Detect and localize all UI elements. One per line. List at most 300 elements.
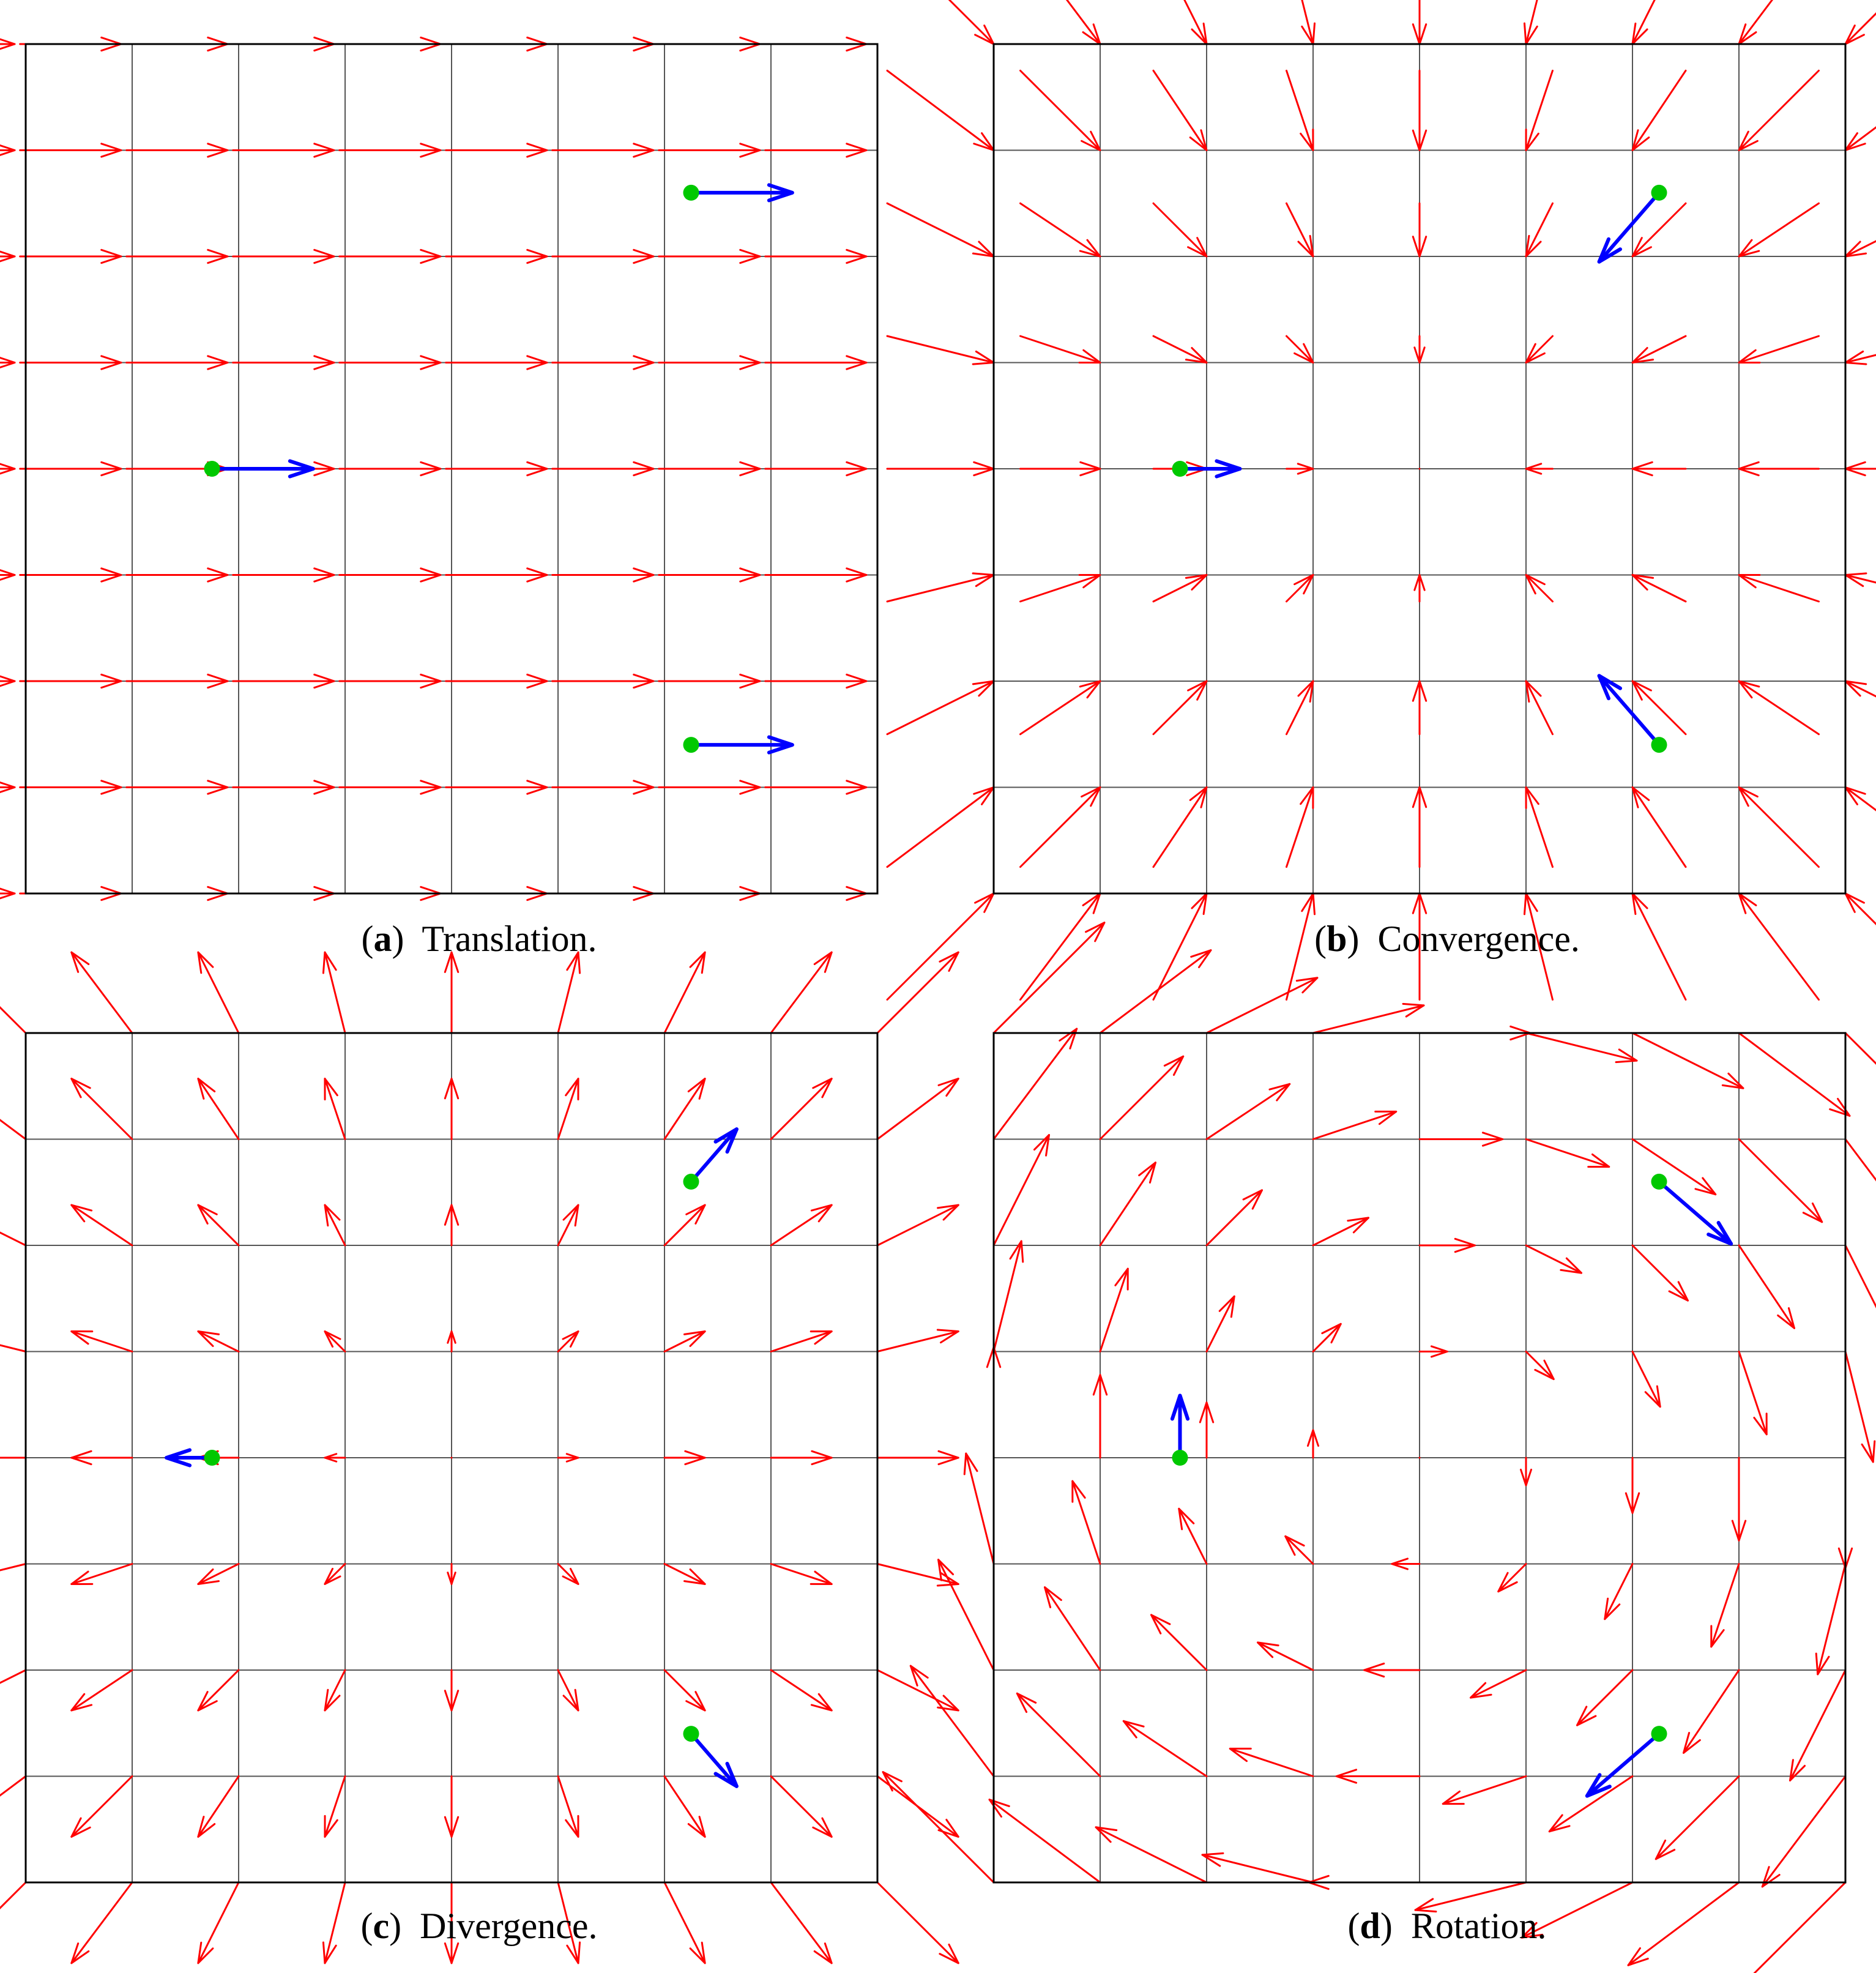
field-arrow [198,1205,239,1245]
field-arrow-shaft [1739,203,1819,256]
field-arrow-shaft [1739,575,1819,602]
field-arrow [1100,950,1211,1033]
field-arrow-head [1471,1683,1492,1698]
field-arrow [340,569,441,581]
field-arrow [1739,575,1819,602]
field-arrow-shaft [1845,1033,1876,1143]
field-arrow [765,674,866,687]
panel-c [0,952,958,1963]
field-arrow [939,1560,994,1670]
field-arrow [659,674,760,687]
field-arrow [1739,1033,1850,1116]
field-arrow-shaft [1632,1352,1660,1407]
field-arrow-shaft [1100,1163,1155,1245]
field-arrow-shaft [198,1079,239,1139]
field-arrow-head [1219,1296,1234,1317]
field-arrow [765,569,866,581]
sample-point [1172,461,1188,477]
field-arrow-shaft [1021,788,1101,867]
field-arrow [964,1453,994,1564]
field-arrow [1549,1777,1632,1832]
field-arrow-head [325,1205,340,1226]
field-arrow-shaft [883,1772,994,1882]
field-arrow [1790,1670,1845,1780]
field-arrow-shaft [198,952,239,1033]
field-arrow-shaft [0,1777,26,1837]
field-arrow [1626,1458,1639,1513]
field-arrow-head [688,1079,705,1099]
field-arrow-head [198,1817,215,1837]
field-arrow-shaft [877,1079,958,1139]
field-arrow [553,674,653,687]
field-arrow-head [811,1694,832,1710]
field-arrow [1207,1296,1234,1351]
field-arrow-shaft [1739,70,1819,150]
field-arrow [1732,1458,1745,1540]
field-arrow [1415,336,1424,362]
field-arrow-shaft [887,70,994,150]
field-arrow [72,1777,132,1837]
field-arrow-shaft [1684,1670,1739,1753]
field-arrow-shaft [0,1882,26,1963]
field-arrow [340,462,441,475]
field-arrow [1021,70,1101,150]
sample-point [1651,1726,1667,1742]
field-arrow-shaft [198,1205,239,1245]
field-arrow [765,144,866,157]
field-arrow [0,1777,26,1837]
field-arrow-shaft [1739,788,1819,867]
field-arrow [72,1670,132,1710]
field-arrow-head [1845,242,1866,256]
field-arrow [883,1772,994,1882]
field-arrow [198,1564,239,1584]
field-arrow-shaft [1207,1296,1234,1351]
field-arrow [1308,1430,1318,1458]
field-arrow [198,1670,239,1710]
field-arrow [1632,1139,1716,1195]
field-arrow [1413,70,1426,150]
field-arrow-shaft [1845,788,1876,867]
field-arrow [765,462,866,475]
field-arrow-shaft [939,1560,994,1670]
field-arrow [1021,336,1101,362]
field-arrow [1845,462,1876,475]
field-arrow [1605,1564,1632,1619]
field-arrow [771,1451,832,1464]
field-arrow-shaft [877,952,958,1033]
field-arrow-shaft [1179,1509,1207,1564]
field-arrow-shaft [1711,1564,1739,1647]
field-arrow-shaft [1739,0,1819,44]
sample-arrow-shaft [1599,676,1659,745]
field-arrow-shaft [664,952,705,1033]
field-arrow-shaft [771,1777,832,1837]
field-arrow-head [938,1696,959,1710]
field-arrow [1845,336,1876,364]
field-arrow-head [1192,893,1207,914]
field-arrow [659,250,760,263]
field-arrow [771,1332,832,1352]
field-arrow-shaft [664,1205,705,1245]
sample-arrow [212,461,313,476]
field-arrow [887,681,994,734]
field-arrow [446,462,547,475]
field-arrow [664,1079,705,1139]
field-arrow [765,250,866,263]
field-arrow [1153,0,1207,44]
field-arrow [1656,1777,1739,1859]
field-arrow [1845,1033,1876,1143]
field-arrow-shaft [1605,1564,1632,1619]
field-arrow-shaft [1443,1777,1526,1804]
field-arrow [127,569,228,581]
field-arrow [887,573,994,602]
field-arrow [664,1777,705,1837]
field-arrow [1392,1559,1420,1569]
field-arrow [325,1079,345,1139]
field-arrow-shaft [1100,1056,1183,1139]
field-arrow [1045,1587,1100,1670]
caption-c: (c) Divergence. [360,1906,598,1946]
field-arrow [233,569,334,581]
field-arrow [994,1029,1077,1139]
field-arrow [445,1205,458,1245]
sample-arrow [691,1129,737,1182]
field-arrow [233,356,334,369]
field-arrow [1413,681,1426,734]
sample-arrow [691,185,792,200]
field-arrow [1443,1777,1526,1804]
field-arrow-shaft [325,1564,345,1584]
field-arrow-shaft [877,1332,958,1352]
field-arrow-shaft [1526,1245,1581,1273]
field-arrow [1413,203,1426,256]
field-arrow-head [1845,681,1866,696]
field-arrow [1123,1721,1207,1776]
field-arrow [1845,0,1876,44]
field-arrow [325,1205,345,1245]
field-arrow [1364,1663,1420,1676]
field-arrow [910,1666,994,1776]
field-arrow-shaft [558,952,578,1033]
field-arrow [127,144,228,157]
field-arrow-shaft [1845,1352,1873,1462]
field-arrow [448,1564,455,1584]
field-arrow [1413,0,1426,44]
field-arrow [1845,573,1876,602]
field-arrow [771,1205,832,1245]
field-arrow [1153,788,1207,867]
field-arrow-shaft [771,1332,832,1352]
field-arrow [1526,70,1553,150]
field-arrow-shaft [1656,1777,1739,1859]
field-arrow-head [1080,240,1100,256]
field-arrow [558,1777,578,1837]
field-arrow-shaft [989,1800,1100,1882]
field-arrow-shaft [1632,0,1686,44]
field-arrow-head [1123,1721,1144,1737]
field-arrow-head [198,1569,219,1584]
field-arrow-shaft [0,1564,26,1584]
field-arrow-shaft [1073,1481,1100,1564]
sample-arrow [691,1734,737,1786]
sample-point [683,737,699,753]
field-arrow [553,144,653,157]
field-arrow [1632,1352,1660,1407]
field-arrow-shaft [1845,203,1876,256]
field-arrow [0,462,15,475]
field-arrow-shaft [1287,336,1314,362]
field-arrow-shaft [1287,788,1314,867]
field-arrow [0,781,15,794]
field-arrow [659,144,760,157]
field-arrow [664,952,705,1033]
field-arrow-head [1632,348,1653,363]
field-arrow-head [1297,978,1317,993]
field-arrow-head [811,1205,832,1221]
field-arrow-shaft [1021,0,1101,44]
field-arrow [1526,203,1553,256]
field-arrow [1845,1139,1876,1250]
field-arrow [1093,1375,1106,1458]
field-arrow-shaft [558,1777,578,1837]
field-arrow [771,952,832,1033]
field-arrow [994,1241,1023,1351]
field-arrow [1420,1133,1503,1146]
field-arrow [1632,462,1686,475]
field-arrow [765,781,866,794]
sample-arrow-shaft [1587,1734,1659,1796]
field-arrow [1021,0,1101,44]
field-arrow-shaft [771,1564,832,1584]
field-arrow [0,356,15,369]
field-arrow-shaft [1632,1139,1716,1195]
field-arrow-shaft [198,1670,239,1710]
field-arrow [659,462,760,475]
field-arrow [1739,70,1819,150]
field-arrow [1287,70,1314,150]
field-arrow [1526,1139,1609,1167]
field-arrow-shaft [1287,203,1314,256]
field-arrow-shaft [72,1332,132,1352]
field-arrow-shaft [1207,1190,1262,1245]
field-arrow [445,952,458,1033]
field-arrow-shaft [1021,70,1101,150]
field-arrow [1200,1403,1213,1458]
field-arrow [1153,681,1207,734]
field-arrow-shaft [1526,1352,1554,1379]
field-arrow [877,1205,958,1245]
field-arrow [771,1777,832,1837]
field-arrow [233,781,334,794]
field-arrow [1230,1748,1313,1776]
samples-d [1172,1174,1732,1796]
field-arrow-shaft [1123,1721,1207,1776]
field-arrow [1021,462,1101,475]
field-arrow [1526,1352,1554,1379]
field-arrow [446,144,547,157]
field-arrow [659,356,760,369]
field-arrow-shaft [1313,1218,1368,1245]
field-arrow-shaft [1845,0,1876,44]
field-arrow [664,1670,705,1710]
sample-point [683,1726,699,1742]
field-arrow-head [1605,1598,1620,1619]
field-arrow-shaft [1153,70,1207,150]
field-arrow [558,1564,578,1584]
field-arrow-shaft [887,336,994,362]
field-arrow-shaft [1739,1139,1822,1222]
field-arrow [1287,336,1314,362]
field-arrow-shaft [994,1029,1077,1139]
field-arrow [1153,203,1207,256]
field-arrow [877,1451,958,1464]
field-arrow [1632,70,1686,150]
field-arrow [1739,1139,1822,1222]
field-arrow [1471,1670,1526,1698]
field-arrow [1313,1004,1424,1033]
field-arrow-shaft [1526,336,1553,362]
field-arrow-shaft [1471,1670,1526,1698]
field-arrow-head [1186,348,1207,363]
field-arrow-shaft [994,1135,1049,1245]
field-arrow-shaft [1258,1643,1313,1670]
field-arrow [340,781,441,794]
field-arrow-head [1080,681,1100,698]
field-arrow [1845,681,1876,734]
field-arrow [877,1079,958,1139]
field-arrow [877,1330,958,1352]
field-arrow-shaft [0,1670,26,1710]
field-arrow [1287,464,1314,474]
field-arrow [20,356,121,369]
field-arrow [1526,1245,1581,1273]
field-arrow [233,250,334,263]
field-arrow-head [1549,1815,1569,1832]
field-arrow-shaft [1739,681,1819,734]
field-arrow-shaft [1739,1352,1766,1434]
field-arrow [664,1332,705,1352]
field-arrow-shaft [1045,1587,1100,1670]
field-arrow [887,788,994,867]
field-arrow-shaft [72,1205,132,1245]
field-arrow [20,250,121,263]
field-arrow [1845,1245,1876,1356]
field-arrow [0,1451,26,1464]
field-arrow [553,356,653,369]
field-arrow [20,144,121,157]
field-arrow-shaft [1017,1693,1100,1776]
field-arrow-shaft [0,952,26,1033]
field-arrow [325,1564,345,1584]
field-arrow-shaft [1845,1245,1876,1356]
field-arrow-head [1270,1084,1290,1100]
field-arrow-shaft [1153,0,1207,44]
field-arrow [198,1079,239,1139]
field-arrow-shaft [1021,575,1101,602]
field-arrow [446,356,547,369]
field-arrow [1526,1033,1637,1062]
field-arrow-head [72,1205,92,1221]
field-arrow [0,1079,26,1139]
field-arrow-shaft [887,681,994,734]
field-arrow-shaft [910,1666,994,1776]
field-arrow [1711,1564,1739,1647]
field-arrow-head [198,1079,215,1099]
field-arrow-shaft [1526,203,1553,256]
field-arrow-shaft [1021,203,1101,256]
field-arrow-head [973,681,994,696]
field-arrows-a [0,37,866,900]
field-arrow-head [1034,1135,1049,1156]
field-arrow [553,781,653,794]
field-arrow [0,952,26,1033]
field-arrow-shaft [994,1241,1021,1351]
field-arrow [1632,788,1686,867]
field-arrow-head [1348,1218,1369,1233]
field-arrow-shaft [558,1079,578,1139]
field-arrow [0,1205,26,1245]
field-arrow-shaft [1100,950,1211,1033]
field-arrow [1816,1564,1845,1674]
field-arrow-head [684,1569,705,1584]
field-arrow-shaft [1845,681,1876,734]
field-arrow-head [72,1694,92,1710]
field-arrow [994,1135,1049,1245]
field-arrow-shaft [1739,1245,1794,1328]
field-arrow-shaft [1153,788,1207,867]
field-arrow [1258,1643,1313,1670]
field-arrow [1632,203,1686,256]
field-arrow [1073,1481,1100,1564]
field-arrow [340,144,441,157]
field-arrow-head [1722,1073,1743,1088]
field-arrow [664,1451,705,1464]
field-arrow [1207,1190,1262,1245]
field-arrow-head [1298,681,1313,702]
field-arrow-shaft [1230,1748,1313,1776]
sample-arrow-shaft [1599,193,1659,262]
field-arrow [20,569,121,581]
field-arrow [1526,788,1553,867]
field-arrow [325,1670,345,1710]
caption-d: (d) Rotation. [1347,1906,1547,1946]
field-arrow [1739,203,1819,256]
field-arrow-head [1179,1509,1194,1529]
field-arrow-shaft [1153,203,1207,256]
field-arrow [198,952,239,1033]
field-arrow-shaft [0,1205,26,1245]
field-arrow [887,203,994,256]
field-arrow-head [1258,1643,1279,1657]
field-arrow-head [1645,1386,1660,1407]
field-arrow-head [1632,788,1649,808]
field-arrow [887,462,994,475]
field-arrow [340,250,441,263]
field-arrow [1632,681,1686,734]
field-arrow-shaft [1207,1084,1290,1139]
field-arrow [1021,203,1101,256]
field-arrow [1100,1056,1183,1139]
field-arrow-head [684,1332,705,1346]
field-arrow [1287,575,1314,602]
field-arrow [72,1564,132,1584]
field-arrow [1153,70,1207,150]
field-arrow [72,1332,132,1352]
field-arrow-head [1139,1163,1156,1183]
field-arrow-shaft [72,1564,132,1584]
